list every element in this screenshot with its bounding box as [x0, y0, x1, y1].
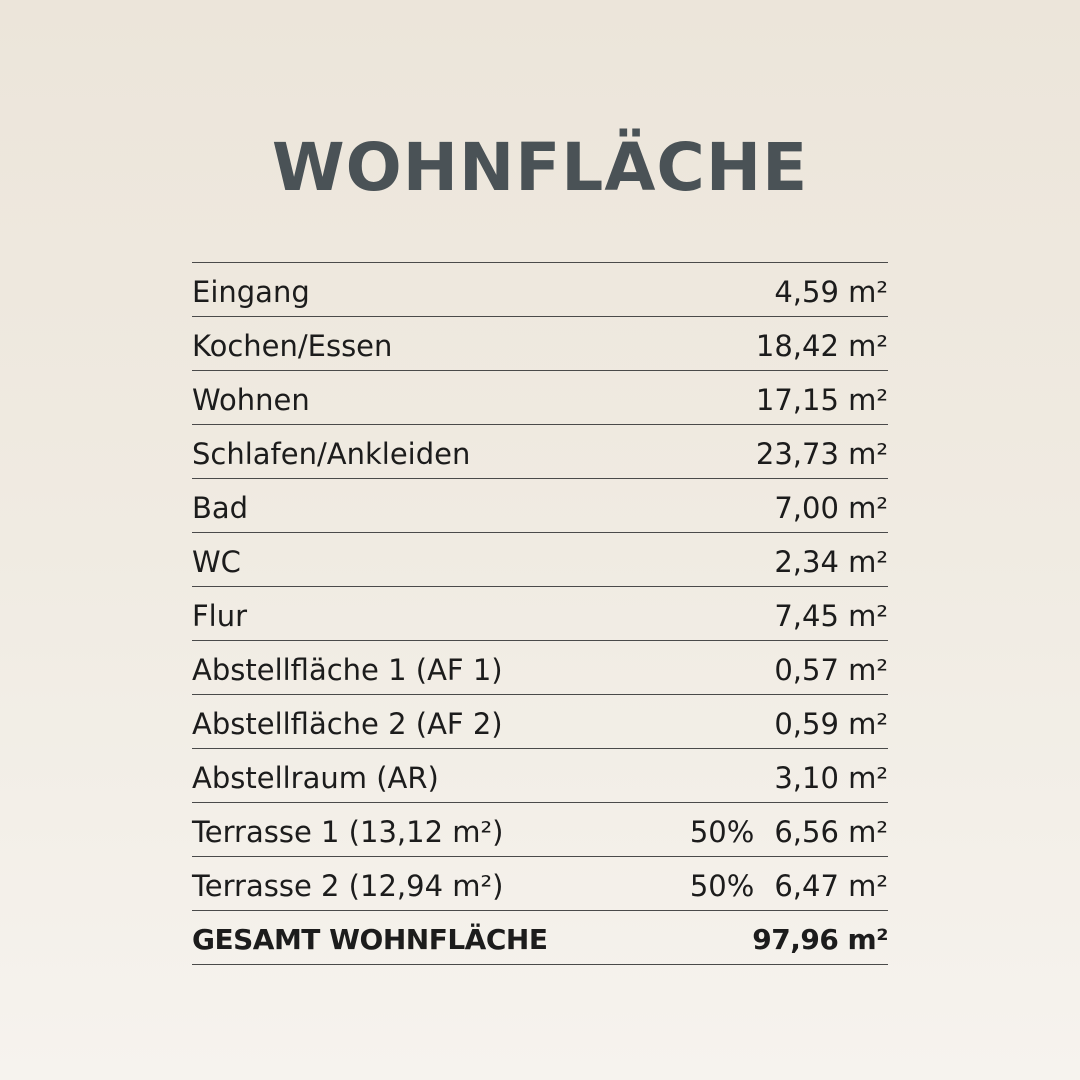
room-label: Schlafen/Ankleiden — [192, 436, 471, 471]
room-label: Abstellfläche 2 (AF 2) — [192, 706, 503, 741]
page-title: WOHNFLÄCHE — [271, 129, 809, 206]
room-area: 6,56 m² — [774, 814, 888, 849]
total-area: 97,96 m² — [752, 923, 888, 956]
table-row — [192, 533, 888, 587]
room-area: 0,59 m² — [774, 706, 888, 741]
table-row — [192, 587, 888, 641]
room-label: Kochen/Essen — [192, 328, 393, 363]
room-area: 23,73 m² — [755, 436, 888, 471]
room-area: 4,59 m² — [774, 274, 888, 309]
room-area: 7,00 m² — [774, 490, 888, 525]
room-label: Wohnen — [192, 382, 310, 417]
table-row — [192, 425, 888, 479]
room-area: 6,47 m² — [774, 868, 888, 903]
room-area: 2,34 m² — [774, 544, 888, 579]
room-label: Abstellfläche 1 (AF 1) — [192, 652, 503, 687]
room-area: 0,57 m² — [774, 652, 888, 687]
total-row — [192, 911, 888, 965]
table-row — [192, 857, 888, 911]
table-row — [192, 371, 888, 425]
table-row — [192, 749, 888, 803]
room-label: Bad — [192, 490, 249, 525]
table-row — [192, 641, 888, 695]
table-row — [192, 479, 888, 533]
room-label: Abstellraum (AR) — [192, 760, 439, 795]
area-table — [192, 262, 888, 965]
room-label: Terrasse 1 (13,12 m²) — [192, 814, 504, 849]
terrace-percentage: 50% — [689, 868, 755, 903]
room-area: 7,45 m² — [774, 598, 888, 633]
room-area: 18,42 m² — [755, 328, 888, 363]
total-label: GESAMT WOHNFLÄCHE — [192, 923, 548, 956]
table-row — [192, 695, 888, 749]
terrace-percentage: 50% — [689, 814, 755, 849]
room-label: Terrasse 2 (12,94 m²) — [192, 868, 504, 903]
room-label: Eingang — [192, 274, 310, 309]
room-label: Flur — [192, 598, 248, 633]
table-row — [192, 263, 888, 317]
table-row — [192, 803, 888, 857]
table-row — [192, 317, 888, 371]
room-label: WC — [192, 544, 241, 579]
room-area: 17,15 m² — [755, 382, 888, 417]
room-area: 3,10 m² — [774, 760, 888, 795]
